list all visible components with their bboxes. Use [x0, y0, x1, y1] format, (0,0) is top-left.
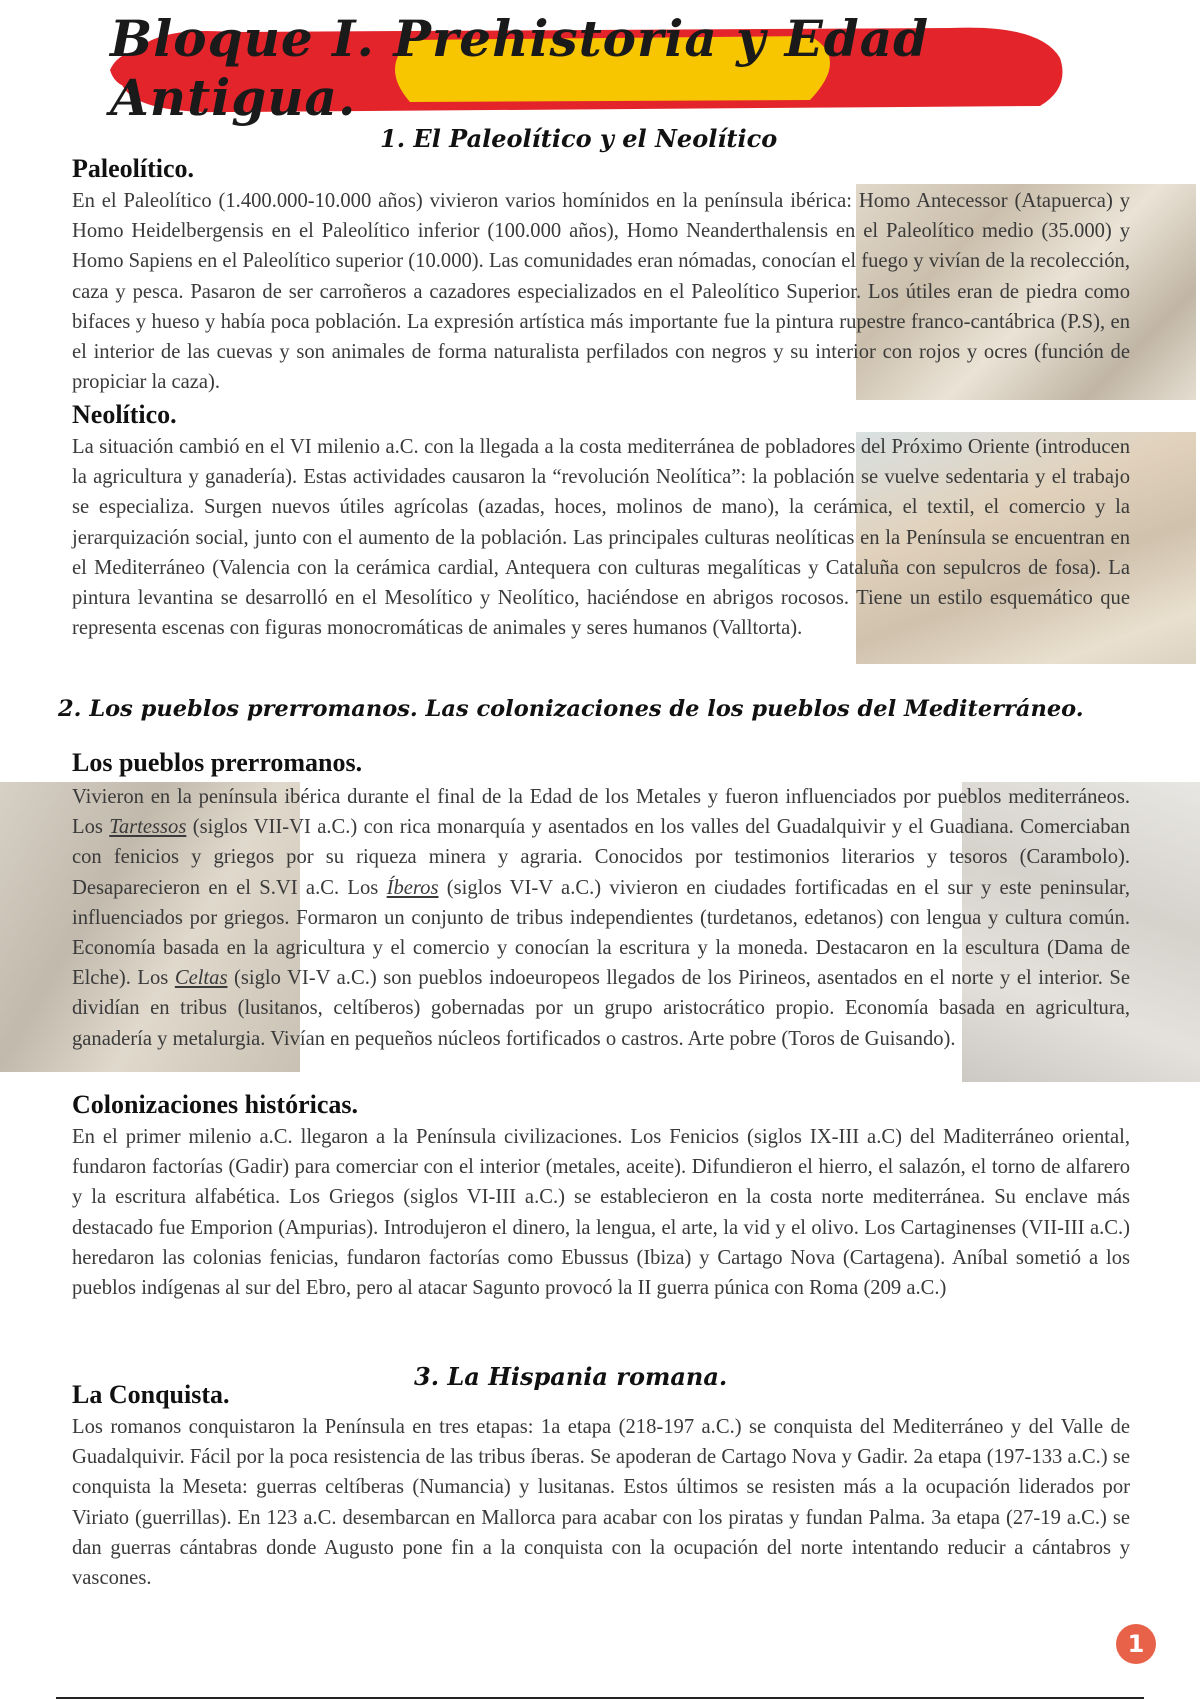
- conquista-text: Los romanos conquistaron la Península en tres etapas: 1a etapa (218-197 a.C.) se conquista del Mediterráneo y del Valle de Guadalquivir. Fácil por la poca resistencia de las tribus íberas. Se apoderan de Cartago Nova y Gadir. 2a etapa (197-133 a.C.) se conquista la Meseta: guerras celtíberas (Numancia) y lusitanas. Estos últimos se resisten más a la ocupación liderados por Viriato (guerrillas). En 123 a.C. desembarcan en Mallorca para acabar con los piratas y fundan Palma. 3a etapa (27-19 a.C.) se dan guerras cántabras donde Augusto pone fin a la conquista con la ocupación del norte intentando reducir a cántabros y vascones.: [72, 1416, 1130, 1590]
- document-title: Bloque I. Prehistoria y Edad Antigua.: [110, 9, 930, 127]
- section-3-title: 3. La Hispania romana.: [414, 1362, 728, 1391]
- conquista-heading: La Conquista.: [72, 1380, 230, 1409]
- iberos-term: Íberos: [386, 876, 439, 899]
- prerromanos-text: Vivieron en la península ibérica durante el final de la Edad de los Metales y fueron influenciados por pueblos mediterráneos. Los Tartessos (siglos VII-VI a.C.) con rica monarquía y asentados en los valles del Guadalquivir y el Guadiana. Comerciaban con fenicios y griegos por su riqueza minera y agraria. Conocidos por testimonios literarios y tesoros (Carambolo). Desaparecieron en el S.VI a.C. Los Íberos (siglos VI-V a.C.) vivieron en ciudades fortificadas en el sur y este peninsular, influenciados por griegos. Formaron un conjunto de tribus independientes (turdetanos, edetanos) con lengua y cultura común. Economía basada en la agricultura y el comercio y conocían la escritura y la moneda. Destacaron en la escultura (Dama de Elche). Los Celtas (siglo VI-V a.C.) son pueblos indoeuropeos llegados de los Pirineos, asentados en el norte y el interior. Se dividían en tribus (lusitanos, celtíberos) gobernadas por un grupo aristocrático propio. Economía basada en agricultura, ganadería y metalurgia. Vivían en pequeños núcleos fortificados o castros. Arte pobre (Toros de Guisando).: [72, 786, 1130, 1050]
- prerromanos-heading: Los pueblos prerromanos.: [72, 748, 363, 777]
- paleolitico-text: En el Paleolítico (1.400.000-10.000 años) vivieron varios homínidos en la península ibérica: Homo Antecessor (Atapuerca) y Homo Heidelbergensis en el Paleolítico inferior (100.000 años), Homo Neanderthalensis en el Paleolítico medio (35.000) y Homo Sapiens en el Paleolítico superior (10.000). Las comunidades eran nómadas, conocían el fuego y vivían de la recolección, caza y pesca. Pasaron de ser carroñeros a cazadores especializados en el Paleolítico Superior. Los útiles eran de piedra como bifaces y hueso y había poca población. La expresión artística más importante fue la pintura rupestre franco-cantábrica (P.S), en el interior de las cuevas y son animales de forma naturalista perfilados con negros y su interior con rojos y ocres (función de propiciar la caza).: [72, 190, 1130, 394]
- section-2-title: 2. Los pueblos prerromanos. Las colonizaciones de los pueblos del Mediterráneo.: [58, 696, 1084, 722]
- colonizaciones-text: En el primer milenio a.C. llegaron a la Península civilizaciones. Los Fenicios (siglos IX-III a.C) del Maditerráneo oriental, fundaron factorías (Gadir) para comerciar con el interior (metales, aceite). Difundieron el hierro, el salazón, el torno de alfarero y la escritura alfabética. Los Griegos (siglos VI-III a.C.) se establecieron en la costa norte mediterránea. Su enclave más destacado fue Emporion (Ampurias). Introdujeron el dinero, la lengua, el arte, la vid y el olivo. Los Cartaginenses (VII-III a.C.) heredaron las colonias fenicias, fundaron factorías como Ebussus (Ibiza) y Cartago Nova (Cartagena). Aníbal sometió a los pueblos indígenas al sur del Ebro, pero al atacar Sagunto provocó la II guerra púnica con Roma (209 a.C.): [72, 1126, 1130, 1300]
- neolitico-heading: Neolítico.: [72, 400, 177, 429]
- section-1-title: 1. El Paleolítico y el Neolítico: [380, 124, 778, 153]
- colonizaciones-heading: Colonizaciones históricas.: [72, 1090, 358, 1119]
- bottom-divider: [56, 1697, 1144, 1699]
- page-number-badge: 1: [1116, 1624, 1156, 1664]
- title-banner: [110, 9, 1070, 127]
- tartessos-term: Tartessos: [109, 816, 187, 839]
- neolitico-text: La situación cambió en el VI milenio a.C. con la llegada a la costa mediterránea de pobladores del Próximo Oriente (introducen la agricultura y ganadería). Estas actividades causaron la “revolución Neolítica”: la población se vuelve sedentaria y el trabajo se especializa. Surgen nuevos útiles agrícolas (azadas, hoces, molinos de mano), la cerámica, el textil, el comercio y la jerarquización social, junto con el aumento de la población. Las principales culturas neolíticas en la Península se encuentran en el Mediterráneo (Valencia con la cerámica cardial, Antequera con culturas megalíticas y Cataluña con sepulcros de fosa). La pintura levantina se desarrolló en el Mesolítico y Neolítico, haciéndose en abrigos rocosos. Tiene un estilo esquemático que representa escenas con figuras monocromáticas de animales y seres humanos (Valltorta).: [72, 436, 1130, 640]
- celtas-term: Celtas: [174, 967, 228, 990]
- paleolitico-heading: Paleolítico.: [72, 154, 195, 183]
